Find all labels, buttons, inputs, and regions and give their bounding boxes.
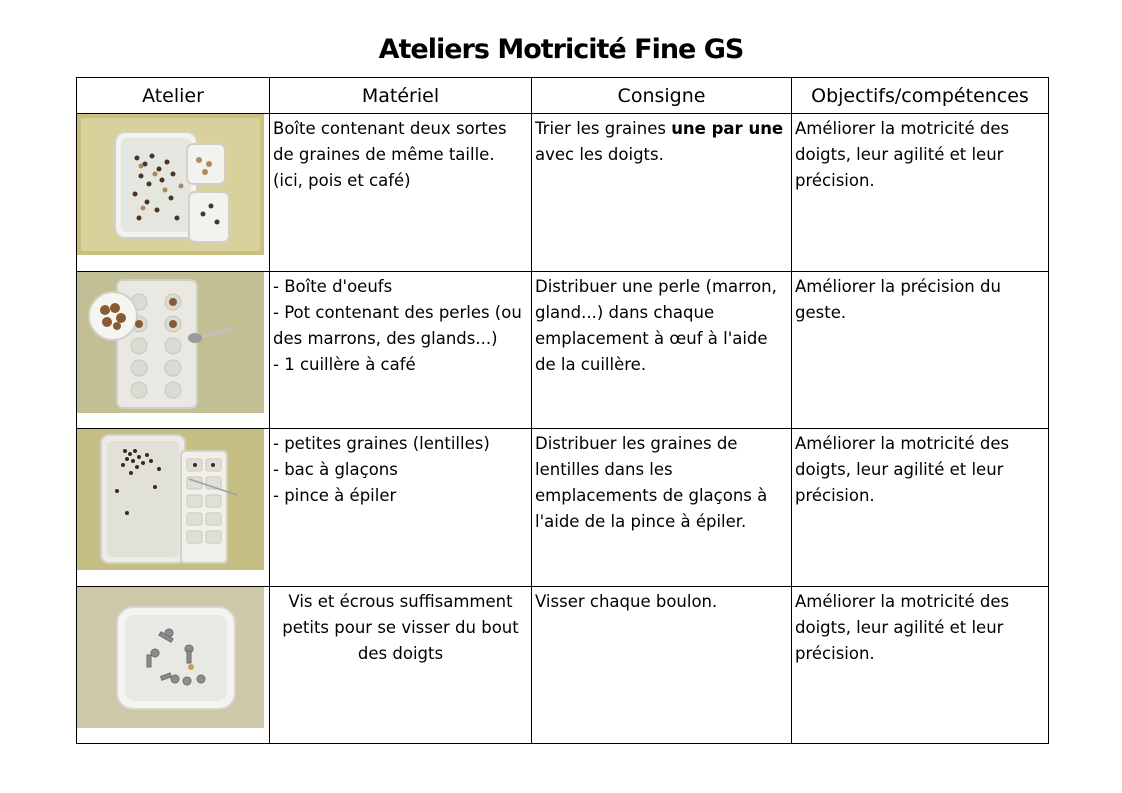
objectif-text: Améliorer la motricité des doigts, leur agilité et leur précision. [795, 119, 1010, 190]
materiel-cell [270, 271, 532, 429]
table-row [77, 114, 1049, 272]
objectif-text: Améliorer la motricité des doigts, leur agilité et leur précision. [795, 434, 1010, 505]
seed-sorting-photo [77, 114, 264, 255]
materiel-item: - 1 cuillère à café [273, 354, 416, 374]
consigne-cell [532, 271, 792, 429]
materiel-cell [270, 114, 532, 272]
table-row [77, 271, 1049, 429]
header-atelier: Atelier [77, 78, 270, 114]
materiel-item: - pince à épiler [273, 486, 397, 505]
objectif-cell [792, 114, 1049, 272]
consigne-text: Distribuer une perle (marron, gland...) dans chaque emplacement à œuf à l'aide de la cuillère. [535, 276, 777, 374]
table-row [77, 429, 1049, 587]
materiel-item: - bac à glaçons [273, 460, 398, 479]
consigne-cell [532, 114, 792, 272]
egg-box-photo [77, 272, 264, 413]
atelier-cell [77, 429, 270, 587]
table-row [77, 586, 1049, 744]
consigne-cell [532, 586, 792, 744]
header-consigne: Consigne [532, 78, 792, 114]
materiel-text: Boîte contenant deux sortes de graines de même taille. (ici, pois et café) [273, 119, 507, 190]
materiel-list [270, 272, 531, 378]
consigne-text: Distribuer les graines de lentilles dans les emplacements de glaçons à l'aide de la pince à épiler. [535, 434, 768, 531]
consigne-text [532, 114, 791, 168]
consigne-text: Visser chaque boulon. [535, 591, 718, 611]
atelier-cell [77, 114, 270, 272]
workshop-table [76, 77, 1049, 744]
materiel-cell [270, 586, 532, 744]
objectif-text: Améliorer la précision du geste. [795, 276, 1001, 322]
consigne-cell [532, 429, 792, 587]
materiel-item: - Pot contenant des perles (ou des marrons, des glands...) [273, 302, 522, 348]
consigne-text-end: avec les doigts. [535, 145, 664, 164]
materiel-item: - petites graines (lentilles) [273, 434, 490, 453]
consigne-emphasis: une par une [671, 119, 784, 138]
objectif-cell [792, 429, 1049, 587]
materiel-cell [270, 429, 532, 587]
atelier-cell [77, 271, 270, 429]
materiel-item: - Boîte d'oeufs [273, 276, 393, 296]
consigne-text-start: Trier les graines [535, 119, 672, 138]
header-objectifs: Objectifs/compétences [792, 78, 1049, 114]
screws-photo [77, 587, 264, 728]
materiel-list [270, 429, 531, 509]
atelier-cell [77, 586, 270, 744]
header-materiel: Matériel [270, 78, 532, 114]
objectif-cell [792, 271, 1049, 429]
objectif-text: Améliorer la motricité des doigts, leur agilité et leur précision. [795, 591, 1010, 663]
table-header-row [77, 78, 1049, 114]
page-title: Ateliers Motricité Fine GS [378, 34, 744, 65]
materiel-text: Vis et écrous suffisamment petits pour se visser du bout des doigts [282, 591, 519, 663]
objectif-cell [792, 586, 1049, 744]
ice-tray-photo [77, 429, 264, 570]
